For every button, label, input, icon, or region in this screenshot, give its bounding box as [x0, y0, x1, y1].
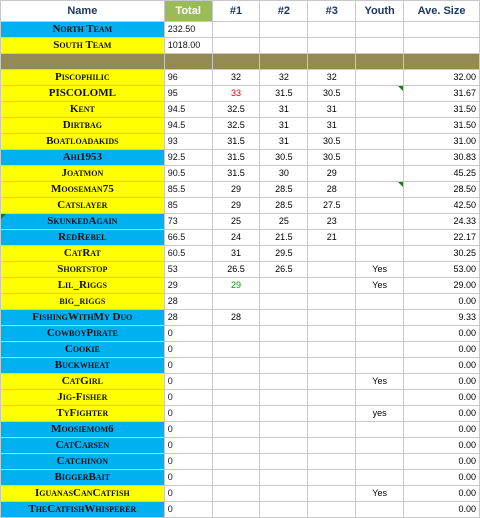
band-cell [1, 54, 165, 70]
total-cell[interactable]: 66.5 [164, 230, 212, 246]
youth-cell[interactable] [356, 214, 404, 230]
ave-size-cell[interactable]: 45.25 [404, 166, 480, 182]
total-cell[interactable]: 0 [164, 486, 212, 502]
total-cell[interactable]: 94.5 [164, 102, 212, 118]
fish-3-cell[interactable] [308, 454, 356, 470]
angler-name-cell[interactable]: BiggerBait [1, 470, 165, 486]
team-total-cell[interactable]: 1018.00 [164, 38, 212, 54]
team-row-north [1, 22, 480, 38]
ave-size-cell[interactable]: 0.00 [404, 294, 480, 310]
team-name-cell[interactable]: South Team [1, 38, 165, 54]
angler-name-cell[interactable]: Moosiemom6 [1, 422, 165, 438]
fish-3-cell[interactable]: 31 [308, 118, 356, 134]
fish-3-cell[interactable] [308, 342, 356, 358]
angler-name-cell[interactable]: Ahi1953 [1, 150, 165, 166]
fish-2-cell[interactable] [260, 342, 308, 358]
total-cell[interactable]: 0 [164, 342, 212, 358]
total-cell[interactable]: 85 [164, 198, 212, 214]
youth-cell[interactable] [356, 422, 404, 438]
fish-3-cell[interactable] [308, 326, 356, 342]
ave-size-cell[interactable]: 0.00 [404, 502, 480, 518]
youth-cell[interactable]: Yes [356, 278, 404, 294]
table-row [1, 230, 480, 246]
youth-cell[interactable] [356, 358, 404, 374]
fish-3-cell[interactable] [308, 278, 356, 294]
angler-name-cell[interactable]: Catslayer [1, 198, 165, 214]
fish-3-cell[interactable]: 28 [308, 182, 356, 198]
ave-size-cell[interactable]: 0.00 [404, 358, 480, 374]
band-cell [212, 54, 260, 70]
fish-1-cell[interactable]: 31.5 [212, 150, 260, 166]
fish-3-cell[interactable] [308, 502, 356, 518]
youth-cell[interactable] [356, 310, 404, 326]
youth-cell[interactable] [356, 102, 404, 118]
fish-1-cell[interactable]: 29 [212, 278, 260, 294]
table-row [1, 278, 480, 294]
youth-cell[interactable] [356, 438, 404, 454]
fish-1-cell[interactable] [212, 358, 260, 374]
fish-3-cell[interactable]: 21 [308, 230, 356, 246]
ave-size-cell[interactable]: 0.00 [404, 342, 480, 358]
youth-cell[interactable] [356, 134, 404, 150]
youth-cell[interactable] [356, 86, 404, 102]
fish-3-cell[interactable]: 29 [308, 166, 356, 182]
total-cell[interactable]: 92.5 [164, 150, 212, 166]
total-cell[interactable]: 73 [164, 214, 212, 230]
fish-2-cell[interactable] [260, 278, 308, 294]
team-total-cell[interactable]: 232.50 [164, 22, 212, 38]
youth-cell[interactable] [356, 150, 404, 166]
total-cell[interactable]: 53 [164, 262, 212, 278]
fish-1-cell[interactable]: 32.5 [212, 118, 260, 134]
fish-2-cell[interactable]: 32 [260, 70, 308, 86]
ave-size-cell[interactable]: 9.33 [404, 310, 480, 326]
fish-3-cell[interactable]: 27.5 [308, 198, 356, 214]
angler-name-cell[interactable]: Boatloadakids [1, 134, 165, 150]
youth-cell[interactable]: Yes [356, 486, 404, 502]
youth-cell[interactable] [356, 70, 404, 86]
table-row [1, 422, 480, 438]
fish-1-cell[interactable] [212, 390, 260, 406]
fish-2-cell[interactable]: 30.5 [260, 150, 308, 166]
table-row [1, 502, 480, 518]
ave-size-cell[interactable]: 0.00 [404, 438, 480, 454]
total-cell[interactable]: 0 [164, 358, 212, 374]
team-name-cell[interactable]: North Team [1, 22, 165, 38]
fish-2-cell[interactable] [260, 502, 308, 518]
youth-cell[interactable]: Yes [356, 262, 404, 278]
fish-3-cell[interactable] [308, 358, 356, 374]
angler-name-cell[interactable]: Mooseman75 [1, 182, 165, 198]
ave-size-cell[interactable]: 28.50 [404, 182, 480, 198]
fish-2-cell[interactable]: 31 [260, 134, 308, 150]
empty-cell[interactable] [212, 22, 260, 38]
angler-name-cell[interactable]: Piscophilic [1, 70, 165, 86]
fish-2-cell[interactable] [260, 438, 308, 454]
fish-2-cell[interactable] [260, 294, 308, 310]
table-row [1, 342, 480, 358]
fish-1-cell[interactable] [212, 374, 260, 390]
youth-cell[interactable] [356, 118, 404, 134]
table-row [1, 262, 480, 278]
fish-3-cell[interactable] [308, 470, 356, 486]
total-cell[interactable]: 0 [164, 470, 212, 486]
angler-name-cell[interactable]: Jig-Fisher [1, 390, 165, 406]
fish-3-cell[interactable] [308, 438, 356, 454]
fish-1-cell[interactable]: 28 [212, 310, 260, 326]
fish-3-cell[interactable] [308, 422, 356, 438]
total-cell[interactable]: 93 [164, 134, 212, 150]
empty-cell[interactable] [308, 22, 356, 38]
fish-2-cell[interactable] [260, 454, 308, 470]
fish-1-cell[interactable] [212, 502, 260, 518]
table-row [1, 166, 480, 182]
ave-size-cell[interactable]: 0.00 [404, 422, 480, 438]
band-cell [356, 54, 404, 70]
fish-1-cell[interactable] [212, 294, 260, 310]
angler-name-cell[interactable]: Lil_Riggs [1, 278, 165, 294]
fish-3-cell[interactable]: 31 [308, 102, 356, 118]
table-row [1, 294, 480, 310]
fish-1-cell[interactable] [212, 470, 260, 486]
table-row [1, 406, 480, 422]
angler-name-cell[interactable]: CowboyPirate [1, 326, 165, 342]
angler-name-cell[interactable]: SkunkedAgain [1, 214, 165, 230]
table-row [1, 470, 480, 486]
band-cell [404, 54, 480, 70]
fish-1-cell[interactable] [212, 342, 260, 358]
total-cell[interactable]: 28 [164, 294, 212, 310]
table-row [1, 246, 480, 262]
total-cell[interactable]: 0 [164, 374, 212, 390]
fish-1-cell[interactable] [212, 406, 260, 422]
table-row [1, 70, 480, 86]
empty-cell[interactable] [356, 22, 404, 38]
table-row [1, 358, 480, 374]
fish-2-cell[interactable] [260, 326, 308, 342]
table-row [1, 134, 480, 150]
fish-3-cell[interactable]: 32 [308, 70, 356, 86]
header-total[interactable]: Total [164, 1, 212, 22]
fish-1-cell[interactable]: 32.5 [212, 102, 260, 118]
fish-1-cell[interactable]: 33 [212, 86, 260, 102]
fish-3-cell[interactable]: 30.5 [308, 86, 356, 102]
youth-cell[interactable] [356, 182, 404, 198]
ave-size-cell[interactable]: 0.00 [404, 406, 480, 422]
angler-name-cell[interactable]: RedRebel [1, 230, 165, 246]
fish-1-cell[interactable] [212, 454, 260, 470]
empty-cell[interactable] [308, 38, 356, 54]
fish-2-cell[interactable]: 28.5 [260, 198, 308, 214]
youth-cell[interactable]: yes [356, 406, 404, 422]
fish-2-cell[interactable] [260, 310, 308, 326]
band-cell [164, 54, 212, 70]
ave-size-cell[interactable]: 0.00 [404, 374, 480, 390]
empty-cell[interactable] [260, 22, 308, 38]
angler-name-cell[interactable]: FishingWithMy Duo [1, 310, 165, 326]
ave-size-cell[interactable]: 31.67 [404, 86, 480, 102]
fish-1-cell[interactable] [212, 438, 260, 454]
total-cell[interactable]: 29 [164, 278, 212, 294]
table-row [1, 118, 480, 134]
youth-cell[interactable] [356, 166, 404, 182]
ave-size-cell[interactable]: 30.83 [404, 150, 480, 166]
angler-name-cell[interactable]: Kent [1, 102, 165, 118]
youth-cell[interactable] [356, 454, 404, 470]
fish-1-cell[interactable] [212, 326, 260, 342]
fish-2-cell[interactable]: 31.5 [260, 86, 308, 102]
angler-name-cell[interactable]: TheCatfishWhisperer [1, 502, 165, 518]
angler-name-cell[interactable]: TyFighter [1, 406, 165, 422]
angler-name-cell[interactable]: CatGirl [1, 374, 165, 390]
fish-2-cell[interactable]: 29.5 [260, 246, 308, 262]
total-cell[interactable]: 95 [164, 86, 212, 102]
fish-2-cell[interactable]: 28.5 [260, 182, 308, 198]
total-cell[interactable]: 90.5 [164, 166, 212, 182]
total-cell[interactable]: 0 [164, 326, 212, 342]
youth-cell[interactable] [356, 342, 404, 358]
youth-cell[interactable] [356, 470, 404, 486]
fish-2-cell[interactable] [260, 358, 308, 374]
table-row [1, 454, 480, 470]
empty-cell[interactable] [356, 38, 404, 54]
header-youth[interactable]: Youth [356, 1, 404, 22]
angler-name-cell[interactable]: Dirtbag [1, 118, 165, 134]
empty-cell[interactable] [404, 22, 480, 38]
angler-name-cell[interactable]: CatCarsen [1, 438, 165, 454]
youth-cell[interactable] [356, 390, 404, 406]
table-row [1, 86, 480, 102]
fish-3-cell[interactable]: 30.5 [308, 134, 356, 150]
ave-size-cell[interactable]: 0.00 [404, 486, 480, 502]
angler-name-cell[interactable]: Shortstop [1, 262, 165, 278]
table-row [1, 374, 480, 390]
fish-1-cell[interactable]: 24 [212, 230, 260, 246]
header-row [1, 1, 480, 22]
ave-size-cell[interactable]: 0.00 [404, 326, 480, 342]
table-row [1, 390, 480, 406]
total-cell[interactable]: 0 [164, 502, 212, 518]
fish-3-cell[interactable]: 23 [308, 214, 356, 230]
header-fish-1[interactable]: #1 [212, 1, 260, 22]
youth-cell[interactable] [356, 502, 404, 518]
fish-3-cell[interactable] [308, 310, 356, 326]
angler-name-cell[interactable]: Catchinon [1, 454, 165, 470]
fish-2-cell[interactable] [260, 374, 308, 390]
angler-name-cell[interactable]: PISCOLOML [1, 86, 165, 102]
fish-2-cell[interactable]: 31 [260, 118, 308, 134]
angler-name-cell[interactable]: Cookie [1, 342, 165, 358]
fish-1-cell[interactable] [212, 422, 260, 438]
total-cell[interactable]: 0 [164, 454, 212, 470]
fish-2-cell[interactable]: 30 [260, 166, 308, 182]
ave-size-cell[interactable]: 31.50 [404, 102, 480, 118]
total-cell[interactable]: 0 [164, 438, 212, 454]
fish-3-cell[interactable] [308, 390, 356, 406]
team-row-south [1, 38, 480, 54]
fish-1-cell[interactable]: 31.5 [212, 134, 260, 150]
header-fish-2[interactable]: #2 [260, 1, 308, 22]
table-row [1, 198, 480, 214]
youth-cell[interactable] [356, 198, 404, 214]
header-ave-size[interactable]: Ave. Size [404, 1, 480, 22]
fish-3-cell[interactable] [308, 406, 356, 422]
fish-3-cell[interactable] [308, 374, 356, 390]
total-cell[interactable]: 28 [164, 310, 212, 326]
total-cell[interactable]: 94.5 [164, 118, 212, 134]
fish-2-cell[interactable] [260, 406, 308, 422]
ave-size-cell[interactable]: 24.33 [404, 214, 480, 230]
angler-name-cell[interactable]: CatRat [1, 246, 165, 262]
total-cell[interactable]: 85.5 [164, 182, 212, 198]
youth-cell[interactable] [356, 246, 404, 262]
fish-2-cell[interactable]: 26.5 [260, 262, 308, 278]
table-row [1, 182, 480, 198]
total-cell[interactable]: 0 [164, 422, 212, 438]
fish-1-cell[interactable]: 32 [212, 70, 260, 86]
youth-cell[interactable] [356, 326, 404, 342]
total-cell[interactable]: 96 [164, 70, 212, 86]
table-row [1, 310, 480, 326]
total-cell[interactable]: 0 [164, 406, 212, 422]
fish-1-cell[interactable]: 31.5 [212, 166, 260, 182]
empty-cell[interactable] [260, 38, 308, 54]
fish-2-cell[interactable]: 25 [260, 214, 308, 230]
ave-size-cell[interactable]: 31.50 [404, 118, 480, 134]
ave-size-cell[interactable]: 0.00 [404, 470, 480, 486]
ave-size-cell[interactable]: 0.00 [404, 390, 480, 406]
youth-cell[interactable] [356, 230, 404, 246]
ave-size-cell[interactable]: 22.17 [404, 230, 480, 246]
fish-1-cell[interactable]: 29 [212, 182, 260, 198]
table-row [1, 102, 480, 118]
youth-cell[interactable]: Yes [356, 374, 404, 390]
fish-3-cell[interactable]: 30.5 [308, 150, 356, 166]
fish-1-cell[interactable]: 31 [212, 246, 260, 262]
angler-name-cell[interactable]: IguanasCanCatfish [1, 486, 165, 502]
ave-size-cell[interactable]: 29.00 [404, 278, 480, 294]
empty-cell[interactable] [212, 38, 260, 54]
fish-2-cell[interactable] [260, 390, 308, 406]
table-row [1, 438, 480, 454]
ave-size-cell[interactable]: 31.00 [404, 134, 480, 150]
youth-cell[interactable] [356, 294, 404, 310]
ave-size-cell[interactable]: 32.00 [404, 70, 480, 86]
ave-size-cell[interactable]: 0.00 [404, 454, 480, 470]
ave-size-cell[interactable]: 42.50 [404, 198, 480, 214]
table-row [1, 150, 480, 166]
fish-3-cell[interactable] [308, 246, 356, 262]
ave-size-cell[interactable]: 53.00 [404, 262, 480, 278]
fish-3-cell[interactable] [308, 262, 356, 278]
fish-2-cell[interactable] [260, 470, 308, 486]
empty-cell[interactable] [404, 38, 480, 54]
fish-2-cell[interactable] [260, 422, 308, 438]
fish-2-cell[interactable]: 31 [260, 102, 308, 118]
total-cell[interactable]: 60.5 [164, 246, 212, 262]
fish-1-cell[interactable]: 26.5 [212, 262, 260, 278]
divider-band [1, 54, 480, 70]
header-name[interactable]: Name [1, 1, 165, 22]
angler-name-cell[interactable]: Buckwheat [1, 358, 165, 374]
table-row [1, 326, 480, 342]
header-fish-3[interactable]: #3 [308, 1, 356, 22]
fish-3-cell[interactable] [308, 294, 356, 310]
fish-2-cell[interactable]: 21.5 [260, 230, 308, 246]
angler-name-cell[interactable]: Joatmon [1, 166, 165, 182]
band-cell [308, 54, 356, 70]
angler-name-cell[interactable]: big_riggs [1, 294, 165, 310]
table-row [1, 214, 480, 230]
ave-size-cell[interactable]: 30.25 [404, 246, 480, 262]
fish-1-cell[interactable]: 29 [212, 198, 260, 214]
fish-1-cell[interactable]: 25 [212, 214, 260, 230]
total-cell[interactable]: 0 [164, 390, 212, 406]
band-cell [260, 54, 308, 70]
